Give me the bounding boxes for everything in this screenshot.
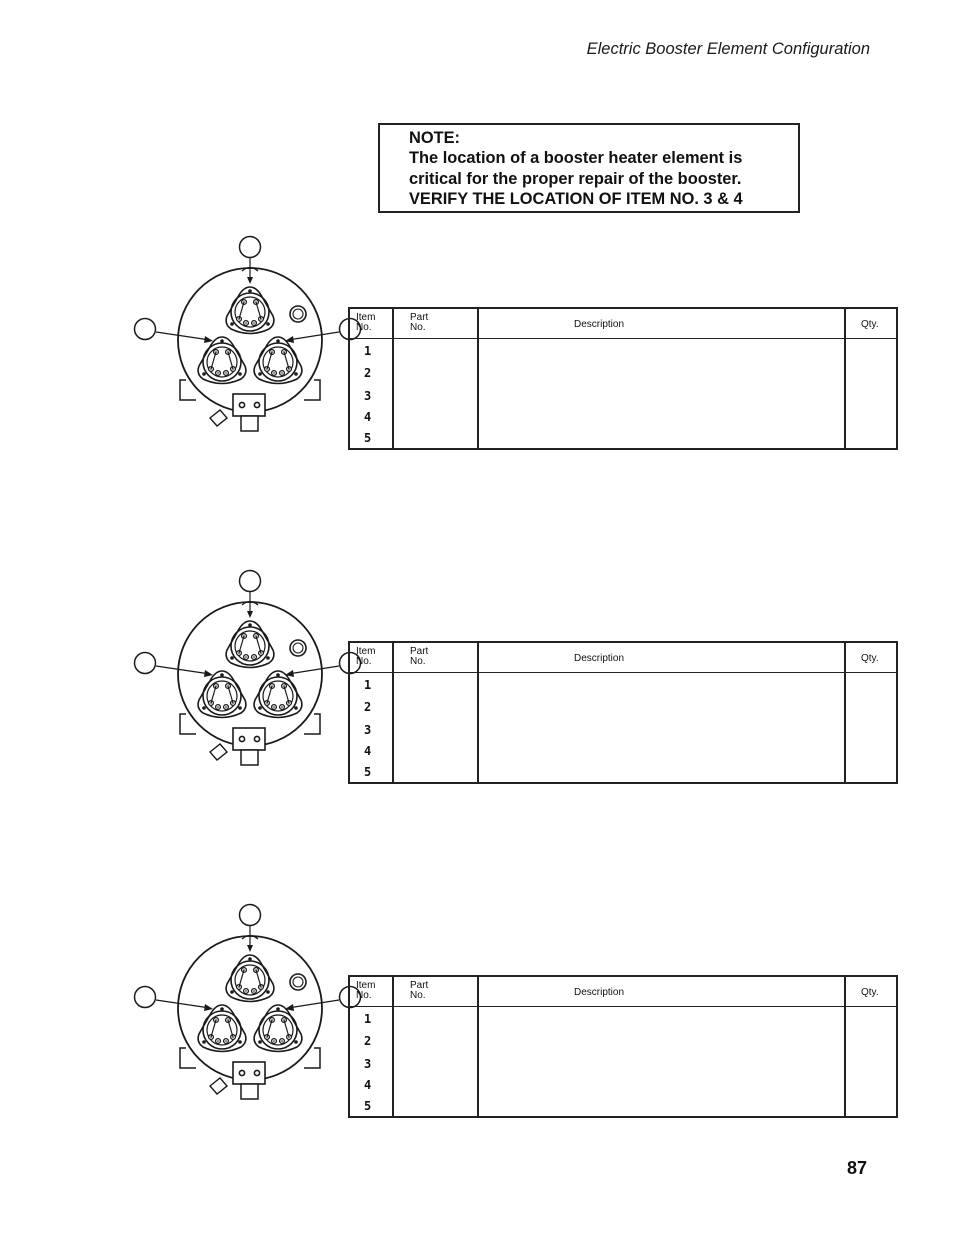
- terminal-stud-dot: [245, 656, 247, 658]
- flange-bolt: [230, 322, 234, 326]
- row-item-number: 1: [364, 344, 372, 358]
- row-item-number: 5: [364, 1099, 372, 1113]
- arrow-head: [247, 277, 253, 284]
- leader-line: [288, 1000, 339, 1008]
- diagram-drawing: [135, 905, 361, 1100]
- header-qty: Qty.: [861, 987, 879, 998]
- leader-line: [156, 1000, 210, 1008]
- terminal-stud-dot: [253, 656, 255, 658]
- element-config-section: [0, 334, 954, 779]
- row-item-number: 1: [364, 1012, 372, 1026]
- header-part-no: Part No.: [410, 312, 429, 333]
- booster-element-diagram: [120, 853, 380, 1153]
- header-description: Description: [574, 987, 625, 998]
- column-divider: [844, 977, 846, 1116]
- terminal-stud-dot: [273, 1040, 275, 1042]
- row-item-number: 2: [364, 366, 372, 380]
- terminal-stud-dot: [245, 990, 247, 992]
- header-item-no: Item No.: [356, 646, 376, 667]
- page-number: 87: [847, 1158, 868, 1178]
- sensor-port: [290, 974, 306, 990]
- arrow-head: [204, 1004, 213, 1011]
- row-item-number: 4: [364, 1078, 372, 1092]
- header-qty: Qty.: [861, 319, 879, 330]
- callout-bubble: [240, 905, 261, 926]
- heater-element: [254, 1005, 302, 1052]
- row-item-number: 5: [364, 765, 372, 779]
- flange-bolt: [248, 289, 252, 293]
- row-item-number: 3: [364, 389, 372, 403]
- flange-bolt: [266, 322, 270, 326]
- flange-bolt: [220, 1007, 224, 1011]
- flange-bolt: [230, 990, 234, 994]
- header-item-no: Item No.: [356, 980, 376, 1001]
- heater-element: [198, 1005, 246, 1052]
- heater-element: [226, 955, 274, 1002]
- note-line: VERIFY THE LOCATION OF ITEM NO. 3 & 4: [409, 190, 743, 209]
- row-item-number: 1: [364, 678, 372, 692]
- row-item-number: 5: [364, 431, 372, 445]
- row-item-number: 4: [364, 410, 372, 424]
- arrow-head: [247, 945, 253, 952]
- note-heading: NOTE:: [409, 129, 460, 147]
- drain-fitting: [210, 1078, 227, 1094]
- header-description: Description: [574, 653, 625, 664]
- column-divider: [392, 977, 394, 1116]
- flange-bolt: [266, 656, 270, 660]
- header-qty: Qty.: [861, 653, 879, 664]
- header-description: Description: [574, 319, 625, 330]
- heater-element: [226, 621, 274, 668]
- header-part-no: Part No.: [410, 646, 429, 667]
- element-config-section: [0, 0, 954, 445]
- terminal-stud-dot: [253, 322, 255, 324]
- flange-bolt: [258, 1040, 262, 1044]
- sensor-port: [290, 640, 306, 656]
- row-item-number: 3: [364, 1057, 372, 1071]
- note-line: The location of a booster heater element is: [409, 149, 743, 168]
- sensor-port: [290, 306, 306, 322]
- terminal-stud-dot: [225, 1040, 227, 1042]
- terminal-stud-dot: [245, 322, 247, 324]
- header-part-no: Part No.: [410, 980, 429, 1001]
- parts-table: [348, 975, 898, 1118]
- arrow-head: [247, 611, 253, 618]
- sensor-port-inner: [293, 643, 303, 653]
- sensor-port-inner: [293, 309, 303, 319]
- flange-bolt: [266, 990, 270, 994]
- terminal-stud-dot: [217, 1040, 219, 1042]
- page-header-title: Electric Booster Element Configuration: [586, 40, 870, 58]
- callout-bubble: [240, 237, 261, 258]
- row-item-number: 4: [364, 744, 372, 758]
- callout-bubble: [240, 571, 261, 592]
- base-flange: [180, 1048, 196, 1068]
- table-header-row: [350, 977, 896, 1007]
- base-flange: [304, 1048, 320, 1068]
- flange-bolt: [238, 1040, 242, 1044]
- terminal-stud-dot: [253, 990, 255, 992]
- note-line: critical for the proper repair of the booster.: [409, 169, 742, 188]
- flange-bolt: [294, 1040, 298, 1044]
- callout-bubble: [135, 987, 156, 1008]
- flange-bolt: [248, 957, 252, 961]
- flange-bolt: [248, 623, 252, 627]
- heater-element: [226, 287, 274, 334]
- column-divider: [477, 977, 479, 1116]
- flange-bolt: [230, 656, 234, 660]
- flange-bolt: [202, 1040, 206, 1044]
- header-item-no: Item No.: [356, 312, 376, 333]
- sensor-port-inner: [293, 977, 303, 987]
- row-item-number: 2: [364, 700, 372, 714]
- terminal-stud-dot: [281, 1040, 283, 1042]
- flange-bolt: [276, 1007, 280, 1011]
- element-config-section: [0, 668, 954, 1113]
- terminal-base: [241, 1084, 258, 1099]
- row-item-number: 2: [364, 1034, 372, 1048]
- row-item-number: 3: [364, 723, 372, 737]
